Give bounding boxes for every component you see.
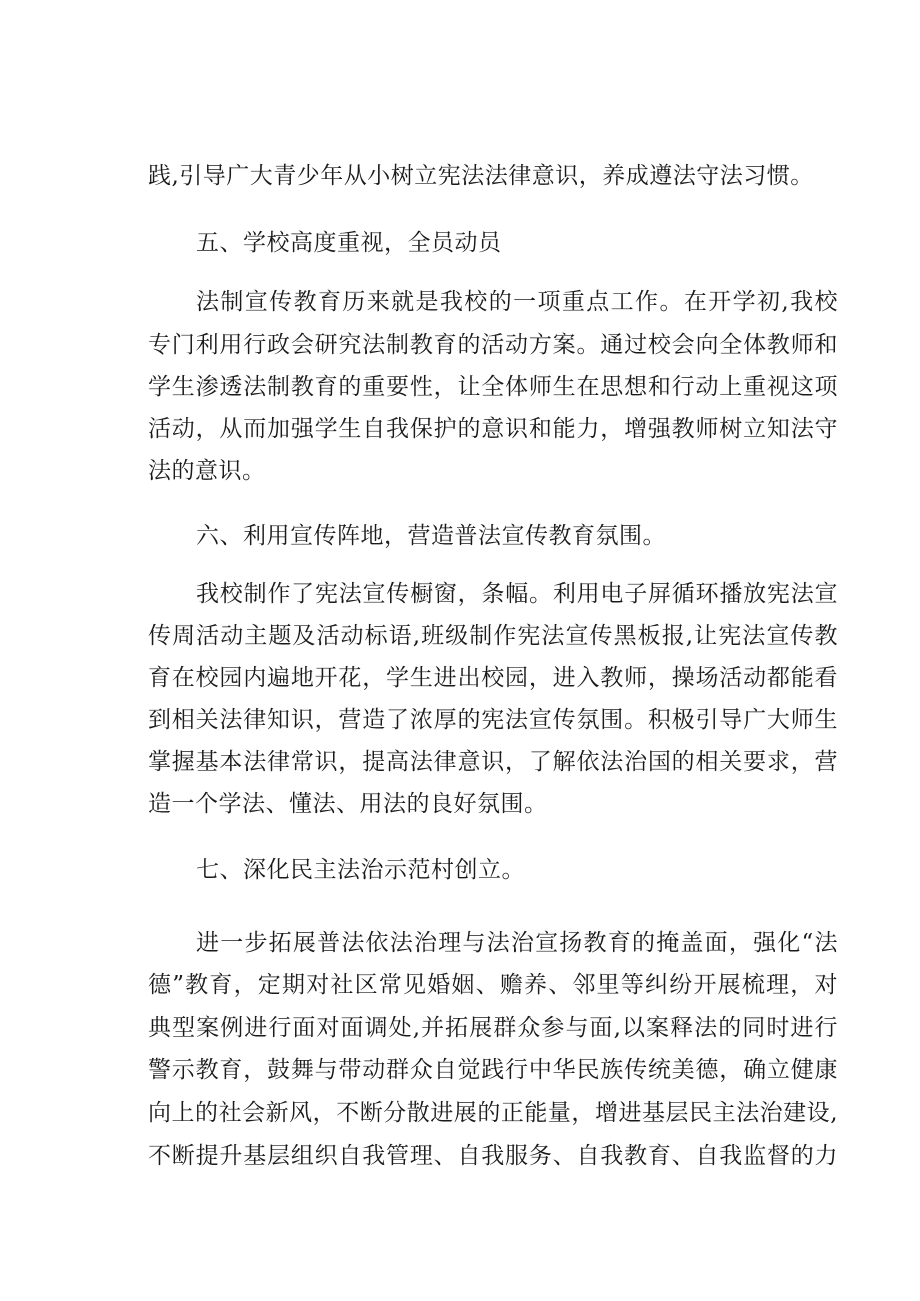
paragraph-line: 活动，从而加强学生自我保护的意识和能力，增强教师树立知法守 [148, 416, 838, 442]
paragraph-line: 法制宣传教育历来就是我校的一项重点工作。在开学初,我校 [196, 289, 838, 315]
paragraph-line: 我校制作了宪法宣传橱窗，条幅。利用电子屏循环播放宪法宣 [196, 581, 838, 607]
paragraph-line: 掌握基本法律常识，提高法律意识，了解依法治国的相关要求，营 [148, 749, 838, 775]
paragraph-line: 典型案例进行面对面调处,并拓展群众参与面,以案释法的同时进行 [148, 1015, 838, 1041]
paragraph-line: 法的意识。 [148, 458, 266, 484]
section-heading-five: 五、学校高度重视，全员动员 [196, 230, 502, 256]
section-heading-seven: 七、深化民主法治示范村创立。 [196, 857, 525, 883]
paragraph-line: 德”教育，定期对社区常见婚姻、赡养、邻里等纠纷开展梳理，对 [148, 972, 838, 998]
paragraph-line: 造一个学法、懂法、用法的良好氛围。 [148, 791, 548, 817]
paragraph-line: 育在校园内遍地开花，学生进出校园，进入教师，操场活动都能看 [148, 665, 838, 691]
paragraph-line: 专门利用行政会研究法制教育的活动方案。通过校会向全体教师和 [148, 332, 838, 358]
paragraph-line: 向上的社会新风，不断分散进展的正能量，增进基层民主法治建设, [148, 1100, 838, 1126]
paragraph-line: 不断提升基层组织自我管理、自我服务、自我教育、自我监督的力 [148, 1143, 838, 1169]
paragraph-line: 传周活动主题及活动标语,班级制作宪法宣传黑板报,让宪法宣传教 [148, 623, 838, 649]
paragraph-line: 警示教育，鼓舞与带动群众自觉践行中华民族传统美德，确立健康 [148, 1057, 838, 1083]
paragraph-line: 学生渗透法制教育的重要性，让全体师生在思想和行动上重视这项 [148, 374, 838, 400]
paragraph-line: 进一步拓展普法依法治理与法治宣扬教育的掩盖面，强化“法 [196, 930, 838, 956]
paragraph-line: 到相关法律知识，营造了浓厚的宪法宣传氛围。积极引导广大师生 [148, 707, 838, 733]
section-heading-six: 六、利用宣传阵地，营造普法宣传教育氛围。 [196, 523, 666, 549]
paragraph-line: 践,引导广大青少年从小树立宪法法律意识，养成遵法守法习惯。 [148, 163, 814, 189]
